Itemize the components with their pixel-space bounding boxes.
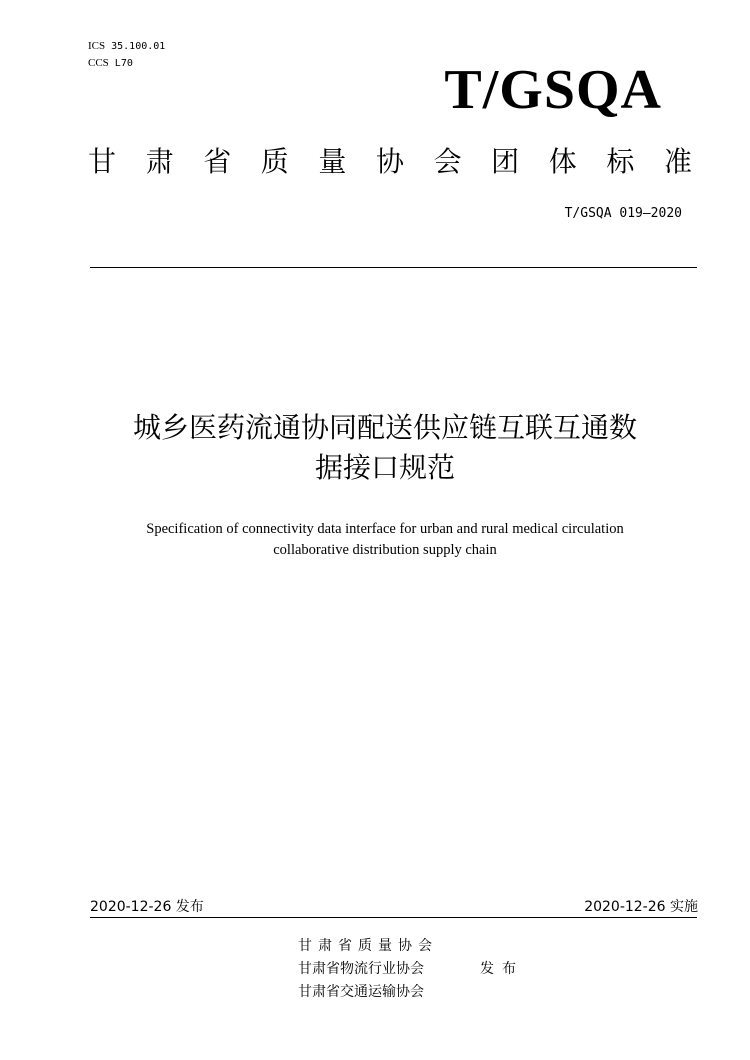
title-line: 城乡医药流通协同配送供应链互联互通数 bbox=[132, 411, 637, 444]
ccs-value: L70 bbox=[114, 58, 133, 69]
classification-codes bbox=[88, 38, 165, 72]
implementation-date: 2020-12-26 实施 bbox=[584, 899, 698, 915]
english-title-line: collaborative distribution supply chain bbox=[273, 542, 497, 558]
org-char: 会 bbox=[433, 145, 462, 178]
ccs-code bbox=[88, 55, 165, 72]
footer-divider bbox=[90, 917, 697, 918]
document-title bbox=[60, 408, 710, 488]
org-char: 省 bbox=[203, 145, 232, 178]
org-char: 标 bbox=[606, 145, 635, 178]
org-char: 质 bbox=[260, 145, 289, 178]
org-char: 协 bbox=[375, 145, 404, 178]
publisher-name: 甘肃省物流行业协会 bbox=[298, 961, 424, 977]
org-char: 体 bbox=[548, 145, 577, 178]
publisher-name: 甘肃省质量协会 bbox=[298, 938, 438, 954]
ics-label: ICS bbox=[88, 40, 106, 52]
header-divider bbox=[90, 267, 697, 268]
ccs-label: CCS bbox=[88, 57, 109, 69]
org-char: 甘 bbox=[88, 145, 117, 178]
publisher-name: 甘肃省交通运输协会 bbox=[298, 984, 424, 1000]
org-char: 准 bbox=[663, 145, 692, 178]
organization-standard-heading bbox=[88, 142, 692, 182]
standard-number: T/GSQA 019—2020 bbox=[564, 206, 682, 221]
publish-label: 发布 bbox=[480, 961, 524, 977]
org-char: 量 bbox=[318, 145, 347, 178]
publishers bbox=[298, 935, 438, 1004]
ics-value: 35.100.01 bbox=[111, 41, 166, 52]
standard-logo: T/GSQA bbox=[444, 59, 662, 121]
english-title-line: Specification of connectivity data interface for urban and rural medical circulation bbox=[146, 521, 624, 537]
title-line: 据接口规范 bbox=[314, 451, 455, 484]
org-char: 团 bbox=[491, 145, 520, 178]
ics-code bbox=[88, 38, 165, 55]
release-date: 2020-12-26 发布 bbox=[90, 899, 204, 915]
english-title bbox=[60, 519, 710, 561]
org-char: 肃 bbox=[145, 145, 174, 178]
